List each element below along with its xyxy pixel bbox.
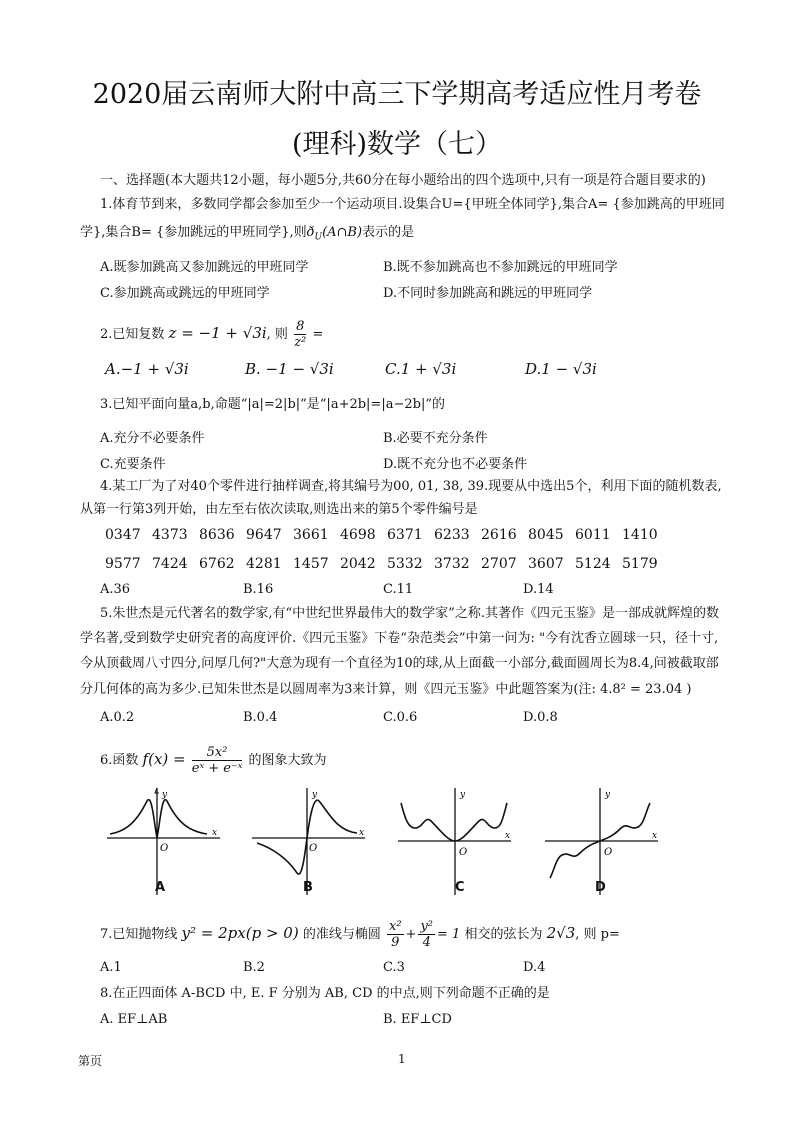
exam-subtitle: (理科)数学（七） (291, 129, 503, 160)
q2-stem-part2: , 则 (266, 327, 288, 342)
q2-stem (100, 316, 323, 352)
q4-option-a: A.36 (100, 582, 131, 597)
q3-option-d: D.既不充分也不必要条件 (383, 457, 528, 472)
q5-stem-line2: 学名著,受到数学史研究者的高度评价.《四元玉鉴》下卷“杂范类会”中第一问为: "今有沈香立圆球一只，径十寸, (80, 631, 719, 646)
random-number-cell: 6371 (387, 527, 423, 543)
q7-stem-tail: , 则 p= (575, 927, 620, 942)
random-table-row-2 (105, 556, 669, 572)
q1-option-b: B.既不参加跳高也不参加跳远的甲班同学 (383, 260, 618, 275)
q1-stem-part: 学},集合B= {参加跳远的甲班同学},则 (80, 225, 307, 240)
random-number-cell: 8636 (199, 527, 235, 543)
q4-option-c: C.11 (383, 582, 414, 597)
graph-c-label: C (455, 880, 465, 895)
q2-frac-numerator: 8 (296, 319, 305, 334)
q1-option-c: C.参加跳高或跳远的甲班同学 (100, 286, 270, 301)
q7-option-c: C.3 (383, 960, 405, 975)
q6-frac-denominator: eˣ + e⁻ˣ (191, 761, 243, 776)
q6-fraction (192, 745, 243, 776)
q6-stem-part: 6.函数 (100, 753, 139, 768)
q2-equals: = (308, 327, 324, 342)
q1-option-a: A.既参加跳高又参加跳远的甲班同学 (100, 260, 309, 275)
q7-stem-part2: 的准线与椭圆 (302, 927, 381, 942)
q7-option-d: D.4 (523, 960, 546, 975)
q7-frac-x (387, 919, 404, 950)
axis-y-label: y (460, 790, 466, 800)
q3-stem: 3.已知平面向量a,b,命题“|a|=2|b|”是“|a+2b|=|a−2b|”的 (100, 397, 445, 412)
random-number-cell: 4281 (246, 556, 282, 572)
section-heading: 一、选择题(本大题共12小题，每小题5分,共60分在每小题给出的四个选项中,只有一项是符合题目要求的) (100, 173, 706, 188)
exam-title: 2020届云南师大附中高三下学期高考适应性月考卷 (92, 79, 702, 110)
random-number-cell: 6762 (199, 556, 235, 572)
random-number-cell: 1457 (293, 556, 329, 572)
random-number-cell: 9577 (105, 556, 141, 572)
q7-stem (100, 916, 620, 952)
q7-frac-y-den: 4 (422, 935, 431, 950)
q7-chord-length: 2√3 (546, 924, 576, 942)
q2-frac-denominator: z² (294, 335, 307, 350)
random-number-cell: 1410 (622, 527, 658, 543)
q7-parabola-eq: y² = 2px(p > 0) (181, 924, 299, 942)
random-number-cell: 0347 (105, 527, 141, 543)
random-number-cell: 3661 (293, 527, 329, 543)
axis-x-label: x (359, 828, 365, 838)
graph-a-label: A (155, 880, 166, 895)
q7-plus: + (405, 927, 417, 942)
q5-stem-line3: 今从顶截周八寸四分,问厚几何?"大意为现有一个直径为10的球,从上面截一小部分,截面圆周长为8.4,问被截取部 (80, 656, 719, 671)
q1-stem-line1: 1.体育节到来，多数同学都会参加至少一个运动项目.设集合U={甲班全体同学},集合A= {参加跳高的甲班同 (100, 197, 725, 212)
random-number-cell: 6011 (575, 527, 611, 543)
q5-option-b: B.0.4 (243, 710, 278, 725)
q5-stem-line1: 5.朱世杰是元代著名的数学家,有“中世纪世界最伟大的数学家”之称.其著作《四元玉鉴》是一部成就辉煌的数 (100, 606, 719, 621)
q7-option-a: A.1 (100, 960, 122, 975)
q3-option-c: C.充要条件 (100, 457, 166, 472)
q7-frac-y-num: y² (420, 919, 434, 934)
q7-equals-one: = 1 (437, 927, 461, 942)
q7-option-b: B.2 (243, 960, 265, 975)
random-number-cell: 7424 (152, 556, 188, 572)
q2-option-d: D.1 − √3i (525, 360, 597, 378)
q6-function-name: f(x) = (142, 750, 186, 768)
q5-option-c: C.0.6 (383, 710, 418, 725)
random-number-cell: 6233 (434, 527, 470, 543)
q1-stem-line2 (80, 224, 414, 247)
graph-d-label: D (595, 880, 606, 895)
q5-option-d: D.0.8 (523, 710, 558, 725)
complement-subscript: U (314, 232, 323, 243)
random-number-cell: 8045 (528, 527, 564, 543)
random-number-cell: 4698 (340, 527, 376, 543)
q2-complex-number: z = −1 + √3i (168, 324, 267, 342)
random-number-cell: 5179 (622, 556, 658, 572)
origin-label: O (459, 847, 468, 858)
q6-stem-tail: 的图象大致为 (248, 753, 327, 768)
q8-option-a: A. EF⊥AB (100, 1012, 168, 1027)
q3-option-a: A.充分不必要条件 (100, 431, 205, 446)
random-number-cell: 9647 (246, 527, 282, 543)
page-number: 1 (398, 1052, 406, 1066)
q1-option-d: D.不同时参加跳高和跳远的甲班同学 (383, 286, 593, 301)
random-number-cell: 4373 (152, 527, 188, 543)
q4-stem-line2: 从第一行第3列开始，由左至右依次读取,则选出来的第5个零件编号是 (80, 502, 478, 517)
random-number-cell: 2616 (481, 527, 517, 543)
q7-frac-x-den: 9 (391, 935, 400, 950)
q8-stem: 8.在正四面体 A-BCD 中, E. F 分别为 AB, CD 的中点,则下列命题不正确的是 (100, 986, 550, 1001)
q2-option-c: C.1 + √3i (385, 360, 457, 378)
q8-option-b: B. EF⊥CD (383, 1012, 452, 1027)
q7-stem-part: 7.已知抛物线 (100, 927, 178, 942)
q3-option-b: B.必要不充分条件 (383, 431, 488, 446)
q7-frac-x-num: x² (389, 919, 402, 934)
axis-y-label: y (605, 790, 611, 800)
axis-x-label: x (652, 831, 658, 841)
q2-stem-part: 2.已知复数 (100, 327, 165, 342)
complement-symbol: ð (306, 225, 315, 240)
footer-label: 第页 (78, 1054, 103, 1068)
axis-y-label: y (312, 790, 318, 800)
q4-option-d: D.14 (523, 582, 554, 597)
q5-stem-line4: 分几何体的高为多少.已知朱世杰是以圆周率为3来计算，则《四元玉鉴》中此题答案为(注: 4.8² = 23.04 ) (80, 682, 692, 697)
graph-b-label: B (303, 880, 313, 895)
q1-stem-tail: 表示的是 (362, 225, 415, 240)
q5-option-a: A.0.2 (100, 710, 135, 725)
origin-label: O (160, 843, 169, 854)
random-number-cell: 2707 (481, 556, 517, 572)
random-number-cell: 3732 (434, 556, 470, 572)
origin-label: O (309, 843, 318, 854)
q6-frac-numerator: 5x² (192, 745, 243, 761)
random-number-cell: 5124 (575, 556, 611, 572)
q4-stem-line1: 4.某工厂为了对40个零件进行抽样调查,将其编号为00, 01, 38, 39.现要从中选出5个，利用下面的随机数表, (100, 479, 722, 494)
origin-label: O (604, 847, 613, 858)
axis-y-label: y (162, 790, 168, 800)
random-number-cell: 5332 (387, 556, 423, 572)
q6-stem (100, 742, 327, 778)
q7-frac-y (418, 919, 435, 950)
q4-option-b: B.16 (243, 582, 274, 597)
random-table-row-1 (105, 527, 669, 543)
q2-fraction (294, 319, 306, 350)
random-number-cell: 2042 (340, 556, 376, 572)
q2-option-a: A.−1 + √3i (105, 360, 189, 378)
axis-x-label: x (212, 828, 218, 838)
axis-x-label: x (505, 831, 511, 841)
q2-option-b: B. −1 − √3i (245, 360, 334, 378)
intersection-expr: (A∩B) (322, 225, 363, 240)
q7-stem-part3: 相交的弦长为 (464, 927, 543, 942)
random-number-cell: 3607 (528, 556, 564, 572)
